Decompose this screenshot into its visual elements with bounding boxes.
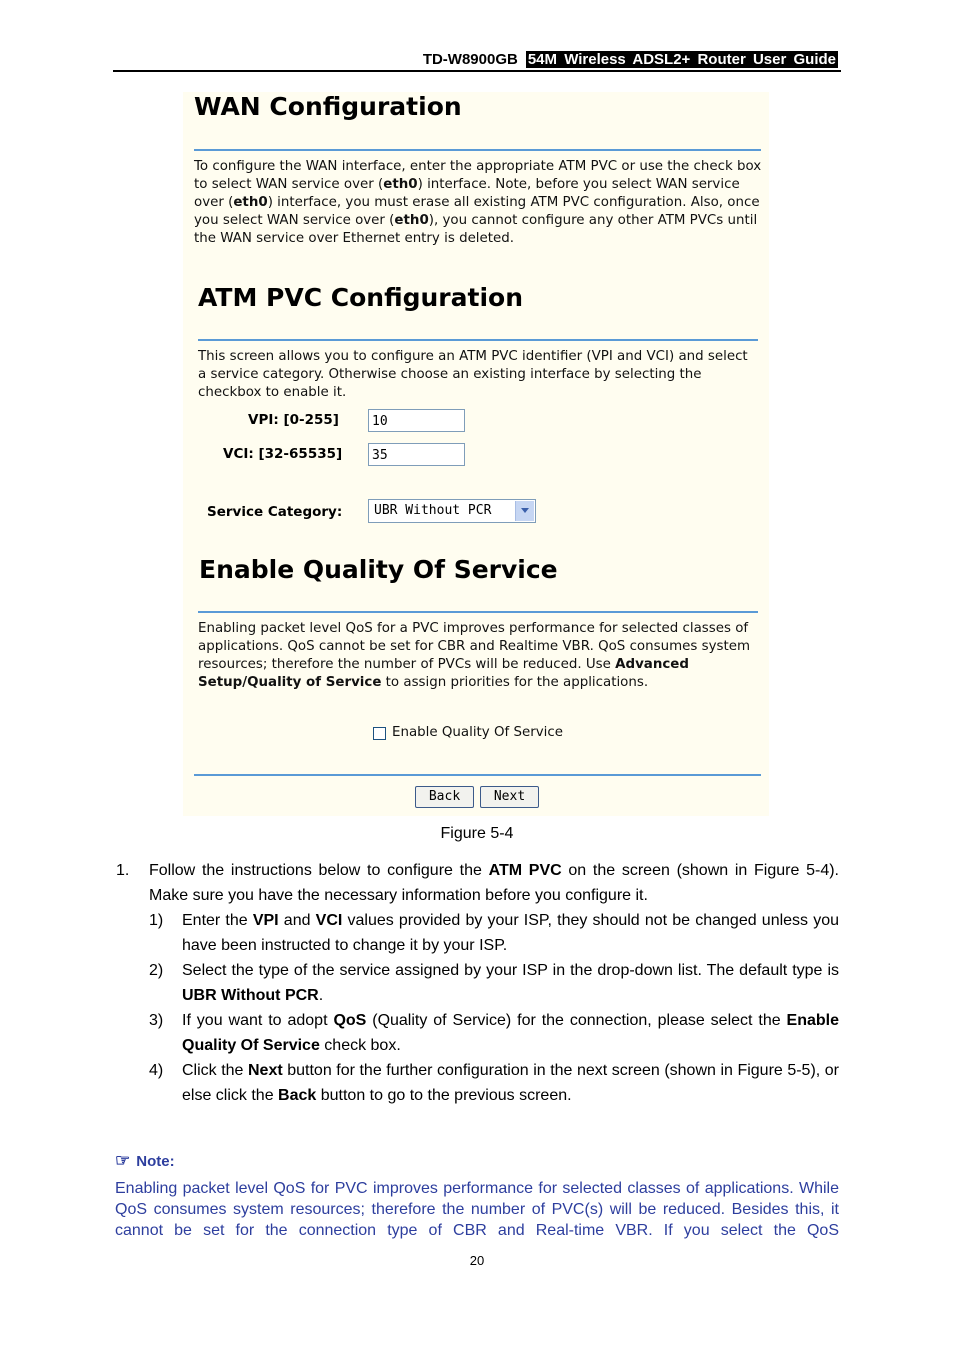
substep-4-text	[182, 1058, 839, 1108]
substep-2-text	[182, 958, 839, 1008]
wan-text-bold: eth0	[233, 195, 268, 210]
footer-divider	[194, 774, 761, 776]
step-number: 1.	[116, 862, 130, 879]
substep-text-part: Select the type of the service assigned by your ISP in the drop-down list. The default type is	[182, 962, 839, 979]
vci-label: VCI: [32-65535]	[223, 446, 343, 462]
substep-text-part: Enter the	[182, 912, 253, 929]
wan-text-bold: eth0	[383, 177, 418, 192]
service-category-label: Service Category:	[207, 504, 343, 520]
substep-text-part: Click the	[182, 1062, 248, 1079]
substep-text-bold: Back	[278, 1087, 317, 1104]
substep-text-bold: VPI	[252, 912, 279, 929]
atm-description: This screen allows you to configure an ATM PVC identifier (VPI and VCI) and select a service category. Otherwise choose an existing interface by selecting the checkbox to enable it.	[198, 349, 748, 400]
note-heading	[115, 1151, 175, 1171]
page-header	[423, 50, 838, 70]
substep-text-bold: QoS	[333, 1012, 367, 1029]
wan-text-part: ) interface, you must erase all existing ATM PVC configuration. Also, once you select WAN service over (	[194, 195, 760, 228]
header-guide-title: 54M Wireless ADSL2+ Router User Guide	[527, 50, 836, 68]
substep-text-part: button to go to the previous screen.	[316, 1087, 572, 1104]
wan-text-bold: eth0	[394, 213, 429, 228]
step-1-text	[149, 858, 839, 908]
substep-text-part: button for the further configuration in the next screen (shown in Figure 5-5), or else click the	[182, 1062, 840, 1104]
figure-caption: Figure 5-4	[440, 825, 514, 842]
substep-number: 4)	[149, 1062, 164, 1079]
page-number: 20	[469, 1253, 485, 1268]
substep-number: 2)	[149, 962, 164, 979]
atm-pvc-title: ATM PVC Configuration	[198, 283, 523, 312]
vpi-input[interactable]: 10	[368, 409, 465, 432]
substep-number: 1)	[149, 912, 164, 929]
atm-divider	[198, 339, 758, 341]
vci-input[interactable]: 35	[368, 443, 465, 466]
qos-divider	[198, 611, 758, 613]
header-model: TD-W8900GB	[422, 50, 518, 68]
substep-text-part: values provided by your ISP, they should not be changed unless you have been instructed to change it by your ISP.	[182, 912, 840, 954]
header-rule	[113, 70, 841, 72]
next-button[interactable]: Next	[480, 786, 539, 808]
qos-text-bold: Advanced Setup/Quality of Service	[198, 657, 689, 690]
substep-number: 3)	[149, 1012, 164, 1029]
substep-text-part: If you want to adopt	[182, 1012, 334, 1029]
wan-text-part: ) interface. Note, before you select WAN service over (	[194, 177, 740, 210]
service-category-select[interactable]	[368, 499, 536, 523]
step-text-part: Follow the instructions below to configure the	[149, 862, 489, 879]
qos-title: Enable Quality Of Service	[199, 555, 558, 584]
enable-qos-checkbox-label[interactable]: Enable Quality Of Service	[392, 725, 563, 740]
qos-text-part: Enabling packet level QoS for a PVC improves performance for selected classes of applications. QoS cannot be set for CBR and Realtime VBR. QoS consumes system resources; therefore the number of PVCs will be reduced. Use	[198, 621, 750, 672]
substep-text-bold: Next	[248, 1062, 283, 1079]
substep-text-part: .	[318, 987, 324, 1004]
chevron-down-icon[interactable]	[515, 501, 534, 521]
enable-qos-checkbox[interactable]	[373, 727, 386, 740]
substep-text-bold: UBR Without PCR	[182, 987, 319, 1004]
router-config-screenshot	[183, 92, 769, 816]
substep-1-text	[182, 908, 839, 958]
wan-text-part: ), you cannot configure any other ATM PVCs until the WAN service over Ethernet entry is deleted.	[194, 213, 758, 246]
substep-text-part: and	[278, 912, 316, 929]
substep-text-part: check box.	[319, 1037, 401, 1054]
wan-text-part: To configure the WAN interface, enter the appropriate ATM PVC or use the check box to select WAN service over (	[194, 159, 762, 192]
wan-divider	[194, 149, 761, 151]
substep-text-part: (Quality of Service) for the connection, please select the	[366, 1012, 787, 1029]
service-category-value: UBR Without PCR	[374, 503, 492, 518]
note-title: Note:	[136, 1153, 175, 1170]
note-text: Enabling packet level QoS for PVC improves performance for selected classes of applications. While QoS consumes system resources; therefore the number of PVC(s) will be reduced. Besides this, it cannot be set for the connection type of CBR and Real-time VBR. If you select the QoS	[115, 1180, 839, 1239]
substep-text-bold: Enable Quality Of Service	[182, 1012, 840, 1054]
wan-config-title: WAN Configuration	[194, 92, 462, 121]
qos-description	[198, 620, 763, 692]
qos-text-part: to assign priorities for the applications.	[381, 675, 649, 690]
back-button[interactable]: Back	[415, 786, 474, 808]
wan-description	[194, 158, 764, 248]
substep-3-text	[182, 1008, 839, 1058]
step-text-part: on the screen (shown in Figure 5-4). Make sure you have the necessary information before you configure it.	[149, 862, 839, 904]
vpi-label: VPI: [0-255]	[248, 412, 339, 428]
substep-text-bold: VCI	[315, 912, 343, 929]
step-text-bold: ATM PVC	[488, 862, 562, 879]
pointing-hand-icon: ☞	[115, 1151, 131, 1170]
